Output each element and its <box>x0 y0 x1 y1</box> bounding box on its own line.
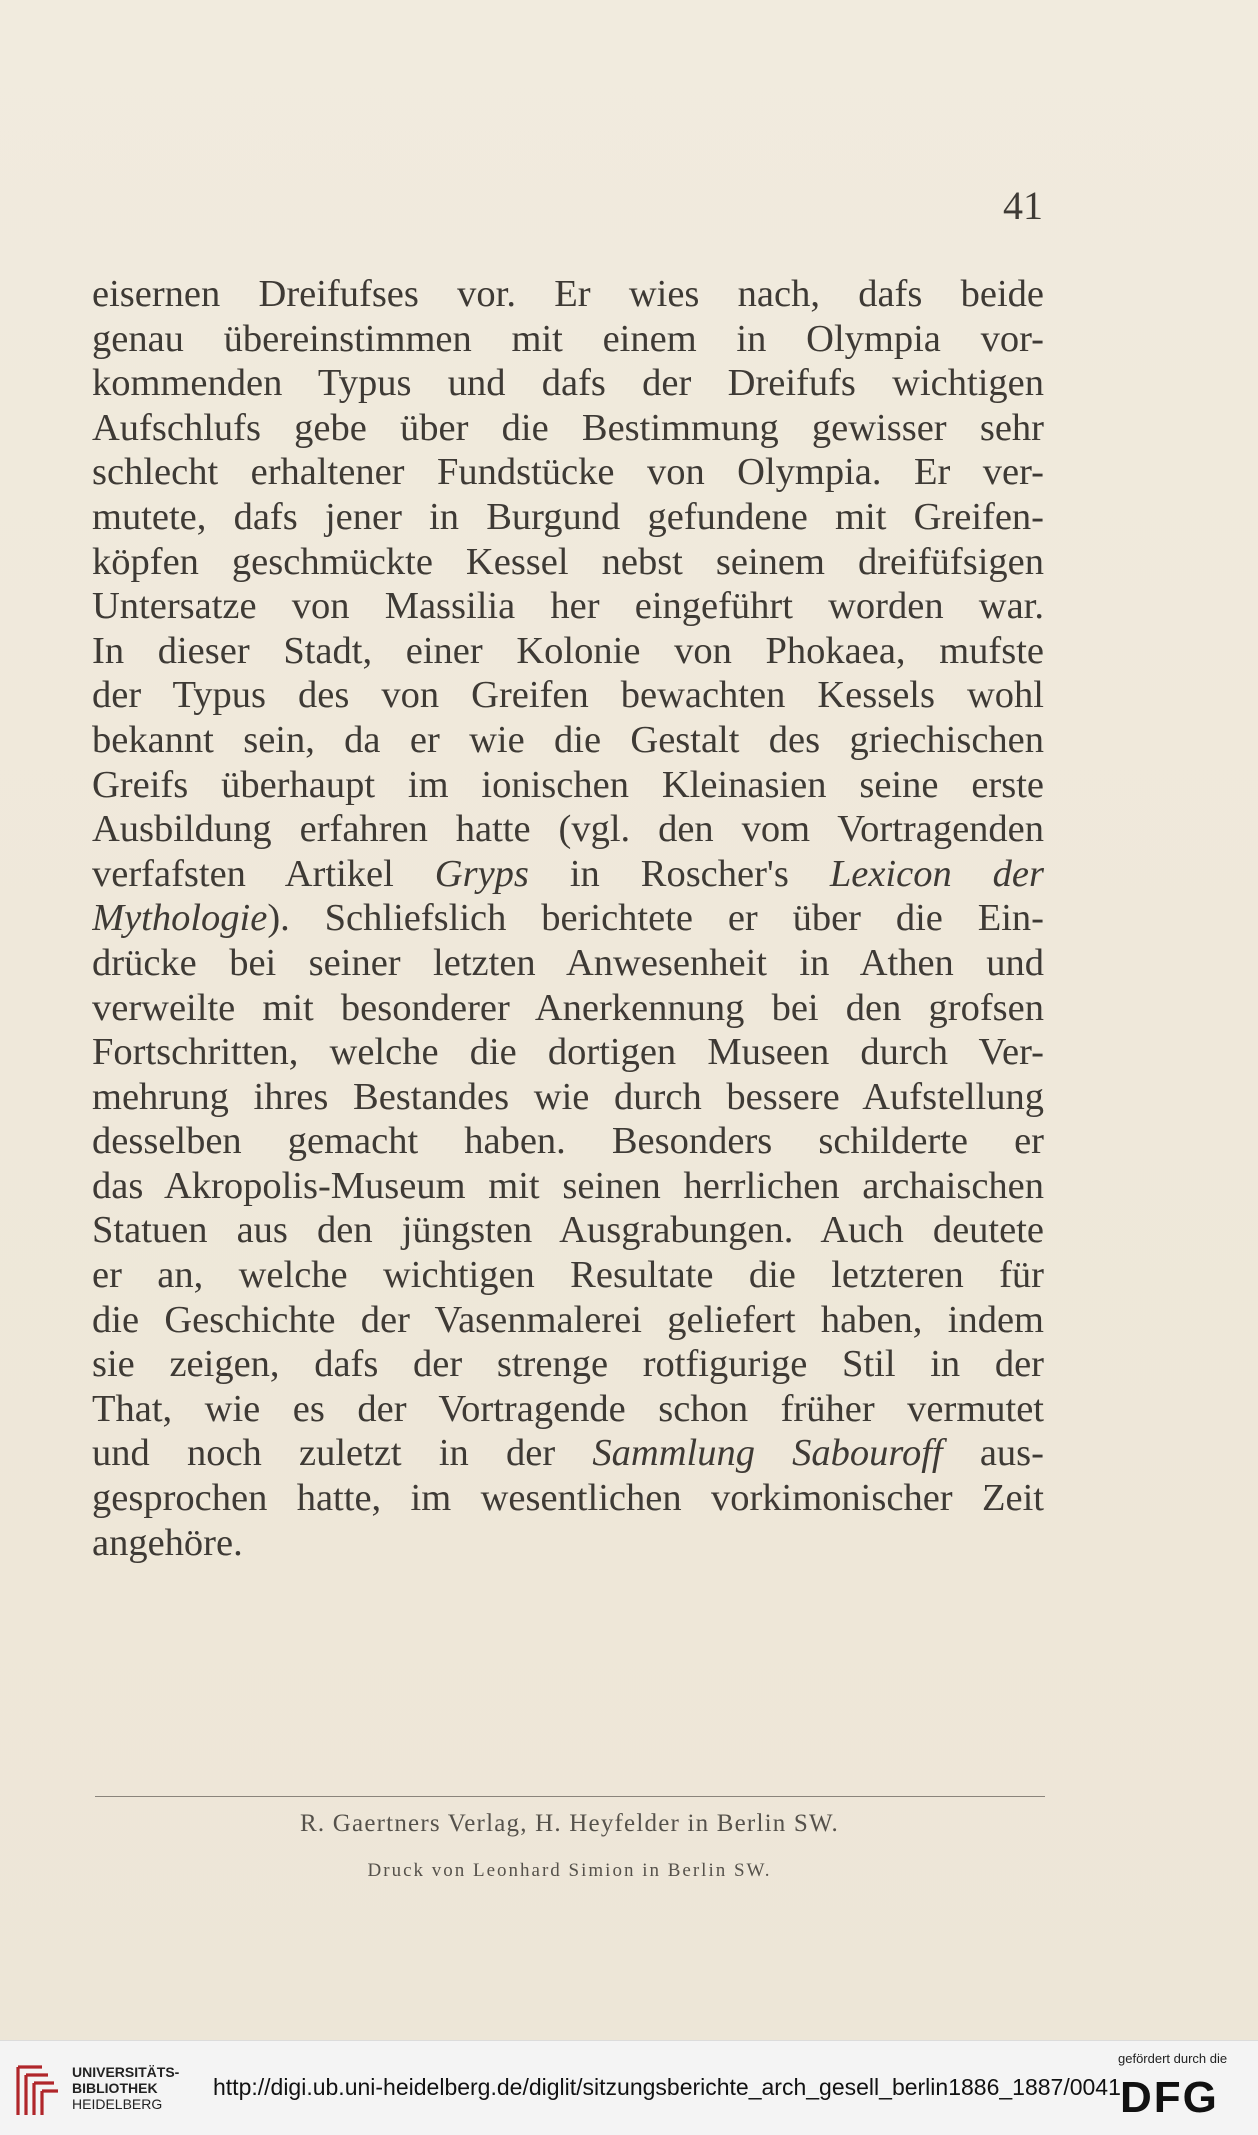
library-name-line: UNIVERSITÄTS- <box>72 2064 180 2080</box>
text-line-24: die Geschichte der Vasenmalerei geliefert haben, indem <box>92 1298 1044 1341</box>
text-line-9: In dieser Stadt, einer Kolonie von Phokaea, mufste <box>92 629 1044 672</box>
title-gryps: Gryps <box>434 852 529 895</box>
funder-label: gefördert durch die <box>1118 2051 1228 2066</box>
text-line-23: er an, welche wichtigen Resultate die letzteren für <box>92 1254 1044 1297</box>
text-line-16: drücke bei seiner letzten Anwesenheit in Athen und <box>92 941 1044 984</box>
text-line-1: eisernen Dreifufses vor. Er wies nach, dafs beide <box>92 273 1044 315</box>
printer-imprint: Druck von Leonhard Simion in Berlin SW. <box>367 1860 772 1881</box>
text-line-25: sie zeigen, dafs der strenge rotfigurige Stil in der <box>92 1343 1044 1386</box>
text-line-15 <box>92 896 1044 941</box>
text-line-19: mehrung ihres Bestandes wie durch bessere Aufstellung <box>92 1075 1044 1118</box>
body-text <box>92 272 1044 1565</box>
title-sammlung-sabouroff: Sammlung Sabouroff <box>592 1432 943 1475</box>
digitization-footer-bar <box>0 2040 1258 2135</box>
text-line-22: Statuen aus den jüngsten Ausgrabungen. Auch deutete <box>92 1209 1044 1252</box>
text-segment: in Roscher's <box>528 852 830 895</box>
text-line-27 <box>92 1431 1044 1476</box>
library-name <box>72 2064 179 2112</box>
text-line-8: Untersatze von Massilia her eingeführt worden war. <box>92 585 1044 628</box>
library-name-line: BIBLIOTHEK <box>72 2080 158 2096</box>
text-segment: aus- <box>942 1432 1044 1475</box>
title-mythologie: Mythologie <box>92 897 268 940</box>
text-line-13: Ausbildung erfahren hatte (vgl. den vom Vortragenden <box>92 808 1044 851</box>
page-number: 41 <box>1003 183 1043 228</box>
footer-divider <box>95 1796 1045 1797</box>
text-segment: und noch zuletzt in der <box>92 1432 593 1475</box>
text-line-11: bekannt sein, da er wie die Gestalt des griechischen <box>92 718 1044 761</box>
text-line-20: desselben gemacht haben. Besonders schilderte er <box>92 1120 1044 1163</box>
text-line-21: das Akropolis-Museum mit seinen herrlichen archaischen <box>92 1164 1044 1207</box>
text-line-6: mutete, dafs jener in Burgund gefundene mit Greifen- <box>92 495 1044 538</box>
text-line-2: genau übereinstimmen mit einem in Olympia vor- <box>92 317 1044 360</box>
text-line-14 <box>92 852 1044 897</box>
title-lexicon: Lexicon der <box>829 852 1044 895</box>
text-line-28: gesprochen hatte, im wesentlichen vorkimonischer Zeit <box>92 1477 1044 1520</box>
text-line-3: kommenden Typus und dafs der Dreifufs wichtigen <box>92 362 1044 405</box>
text-line-4: Aufschlufs gebe über die Bestimmung gewisser sehr <box>92 406 1044 449</box>
text-line-12: Greifs überhaupt im ionischen Kleinasien seine erste <box>92 763 1044 806</box>
source-url-link[interactable]: http://digi.ub.uni-heidelberg.de/diglit/sitzungsberichte_arch_gesell_berlin1886_1887/0041 <box>213 2074 1121 2100</box>
dfg-logo[interactable]: DFG <box>1120 2073 1219 2122</box>
text-line-26: That, wie es der Vortragende schon früher vermutet <box>92 1387 1044 1430</box>
library-name-line: HEIDELBERG <box>72 2096 163 2112</box>
text-line-10: der Typus des von Greifen bewachten Kessels wohl <box>92 674 1044 717</box>
text-line-7: köpfen geschmückte Kessel nebst seinem dreifüfsigen <box>92 540 1044 583</box>
text-line-18: Fortschritten, welche die dortigen Museen durch Ver- <box>92 1031 1044 1074</box>
text-line-5: schlecht erhaltener Fundstücke von Olympia. Er ver- <box>92 451 1044 494</box>
text-segment: verfafsten Artikel <box>92 852 435 895</box>
text-line-29: angehöre. <box>92 1521 243 1564</box>
text-line-17: verweilte mit besonderer Anerkennung bei den grofsen <box>92 986 1044 1029</box>
library-logo-icon[interactable] <box>12 2061 60 2121</box>
publisher-imprint: R. Gaertners Verlag, H. Heyfelder in Berlin SW. <box>300 1810 839 1837</box>
text-segment: ). Schliefslich berichtete er über die Ein- <box>267 897 1044 940</box>
